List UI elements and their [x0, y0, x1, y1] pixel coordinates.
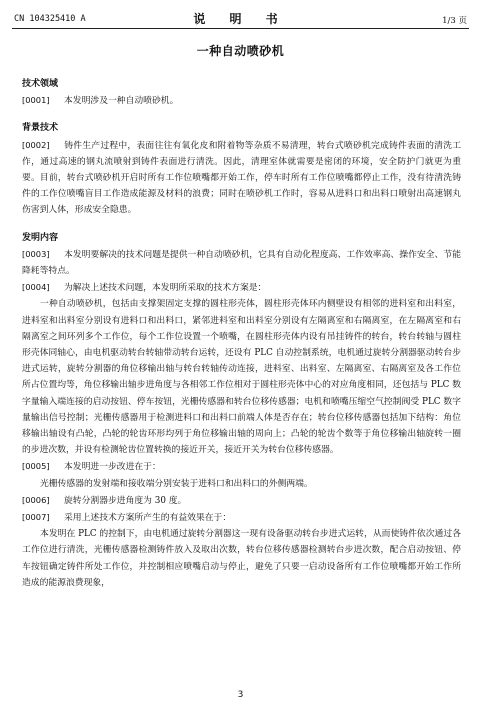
page-header: [12, 8, 469, 29]
header-title: 说 明 书: [193, 12, 288, 26]
page-number: 3: [237, 690, 244, 700]
para-number: [0003]: [22, 248, 50, 259]
para-0005: [22, 458, 461, 475]
para-number: [0005]: [22, 461, 50, 472]
para-text: 为解决上述技术问题，本发明所采取的技术方案是：: [64, 283, 267, 294]
para-text: 采用上述技术方案所产生的有益效果在于：: [64, 513, 232, 524]
para-0001: [22, 92, 461, 109]
section-tech-field: 技术领域: [22, 79, 59, 89]
para-0004: [22, 279, 461, 296]
para-0004-body: 一种自动喷砂机，包括由支撑架固定支撑的圆柱形壳体，圆柱形壳体环内侧壁设有相邻的进料室和出料室，进料室和出料室分别设有进料口和出料口，紧邻进料室和出料室分别设有左隔离室和右隔离室，在左隔离室和右隔离室之间环列多个工作位，每个工作位设置一个喷嘴，在圆柱形壳体内设有吊挂铸件的转台，转台转轴与圆柱形壳体同轴心，由电机驱动转台转轴带动转台运转，还设有 PLC 自动控制系统，电机通过旋转分割器驱动转台步进式运转，旋转分割器的角位移输出轴与转台转轴传动连接，进料室、出料室、左隔离室、右隔离室及各工作位所占位置均等，角位移输出轴步进角度与各相邻工作位相对于圆柱形壳体中心的对应角度相同，还包括与 PLC 数字量输入端连接的启动按钮、停车按钮，光栅传感器和转台位移传感器；电机和喷嘴压缩空气控制阀受 PLC 数字量输出信号控制；光栅传感器用于检测进料口和出料口前端人体是否存在；转台位移传感器包括加下结构：角位移输出轴设有凸轮，凸轮的轮齿环形均列于角位移输出轴的周向上；凸轮的轮齿个数等于角位移输出轴旋转一圈的步进次数，并设有检测轮齿位置转换的接近开关，接近开关为转台位移传感器。: [22, 299, 461, 456]
para-text: 铸件生产过程中，表面往往有氧化皮和附着物等杂质不易清理，转台式喷砂机完成铸件表面的清洗工作，通过高速的钢丸流喷射到铸件表面进行清洗。因此，清理室体就需要是密闭的环境，安全防护门就更为重要。目前，转台式喷砂机开启时所有工作位喷嘴都开始工作，停车时所有工作位喷嘴都停止工作，没有待清洗铸件的工作位喷嘴盲目工作造成能源及材料的浪费；同时在喷砂机工作时，容易从进料口和出料口喷射出高速钢丸伤害到人体，形成安全隐患。: [22, 140, 461, 216]
section-background: 背景技术: [22, 123, 59, 134]
para-number: [0004]: [22, 282, 50, 293]
para-0007: [22, 509, 461, 526]
para-number: [0002]: [22, 139, 50, 150]
doc-title: 一种自动喷砂机: [196, 44, 285, 58]
para-number: [0006]: [22, 494, 50, 505]
para-number: [0001]: [22, 95, 50, 106]
para-0003: [22, 246, 461, 279]
para-0006: [22, 492, 461, 509]
para-0005-body: 光栅传感器的发射端和接收端分别安装于进料口和出料口的外侧两端。: [40, 478, 313, 489]
page-ref: 1/3 页: [442, 16, 467, 26]
para-number: [0007]: [22, 512, 50, 523]
para-0007-body: 本发明在 PLC 的控制下，由电机通过旋转分割器这一现有设备驱动转台步进式运转，从而使铸件依次通过各工作位进行清洗，光栅传感器检测铸件放入及取出次数，转台位移传感器检测转台步进次数，配合启动按钮、停车按钮确定铸件所处工作位，并控制相应喷嘴启动与停止，避免了只要一启动设备所有工作位喷嘴都开始工作所造成的能源浪费现象，: [22, 529, 461, 588]
para-text: 本发明进一步改进在于：: [64, 462, 161, 473]
doc-id: CN 104325410 A: [14, 14, 86, 24]
section-invention: 发明内容: [22, 232, 59, 243]
doc-body: [22, 76, 461, 591]
para-text: 旋转分割器步进角度为 30 度。: [64, 495, 187, 506]
para-0002: [22, 137, 461, 219]
para-text: 本发明要解决的技术问题是提供一种自动喷砂机，它具有自动化程度高、工作效率高、操作安全、节能降耗等特点。: [22, 249, 461, 277]
para-text: 本发明涉及一种自动喷砂机。: [64, 96, 179, 107]
